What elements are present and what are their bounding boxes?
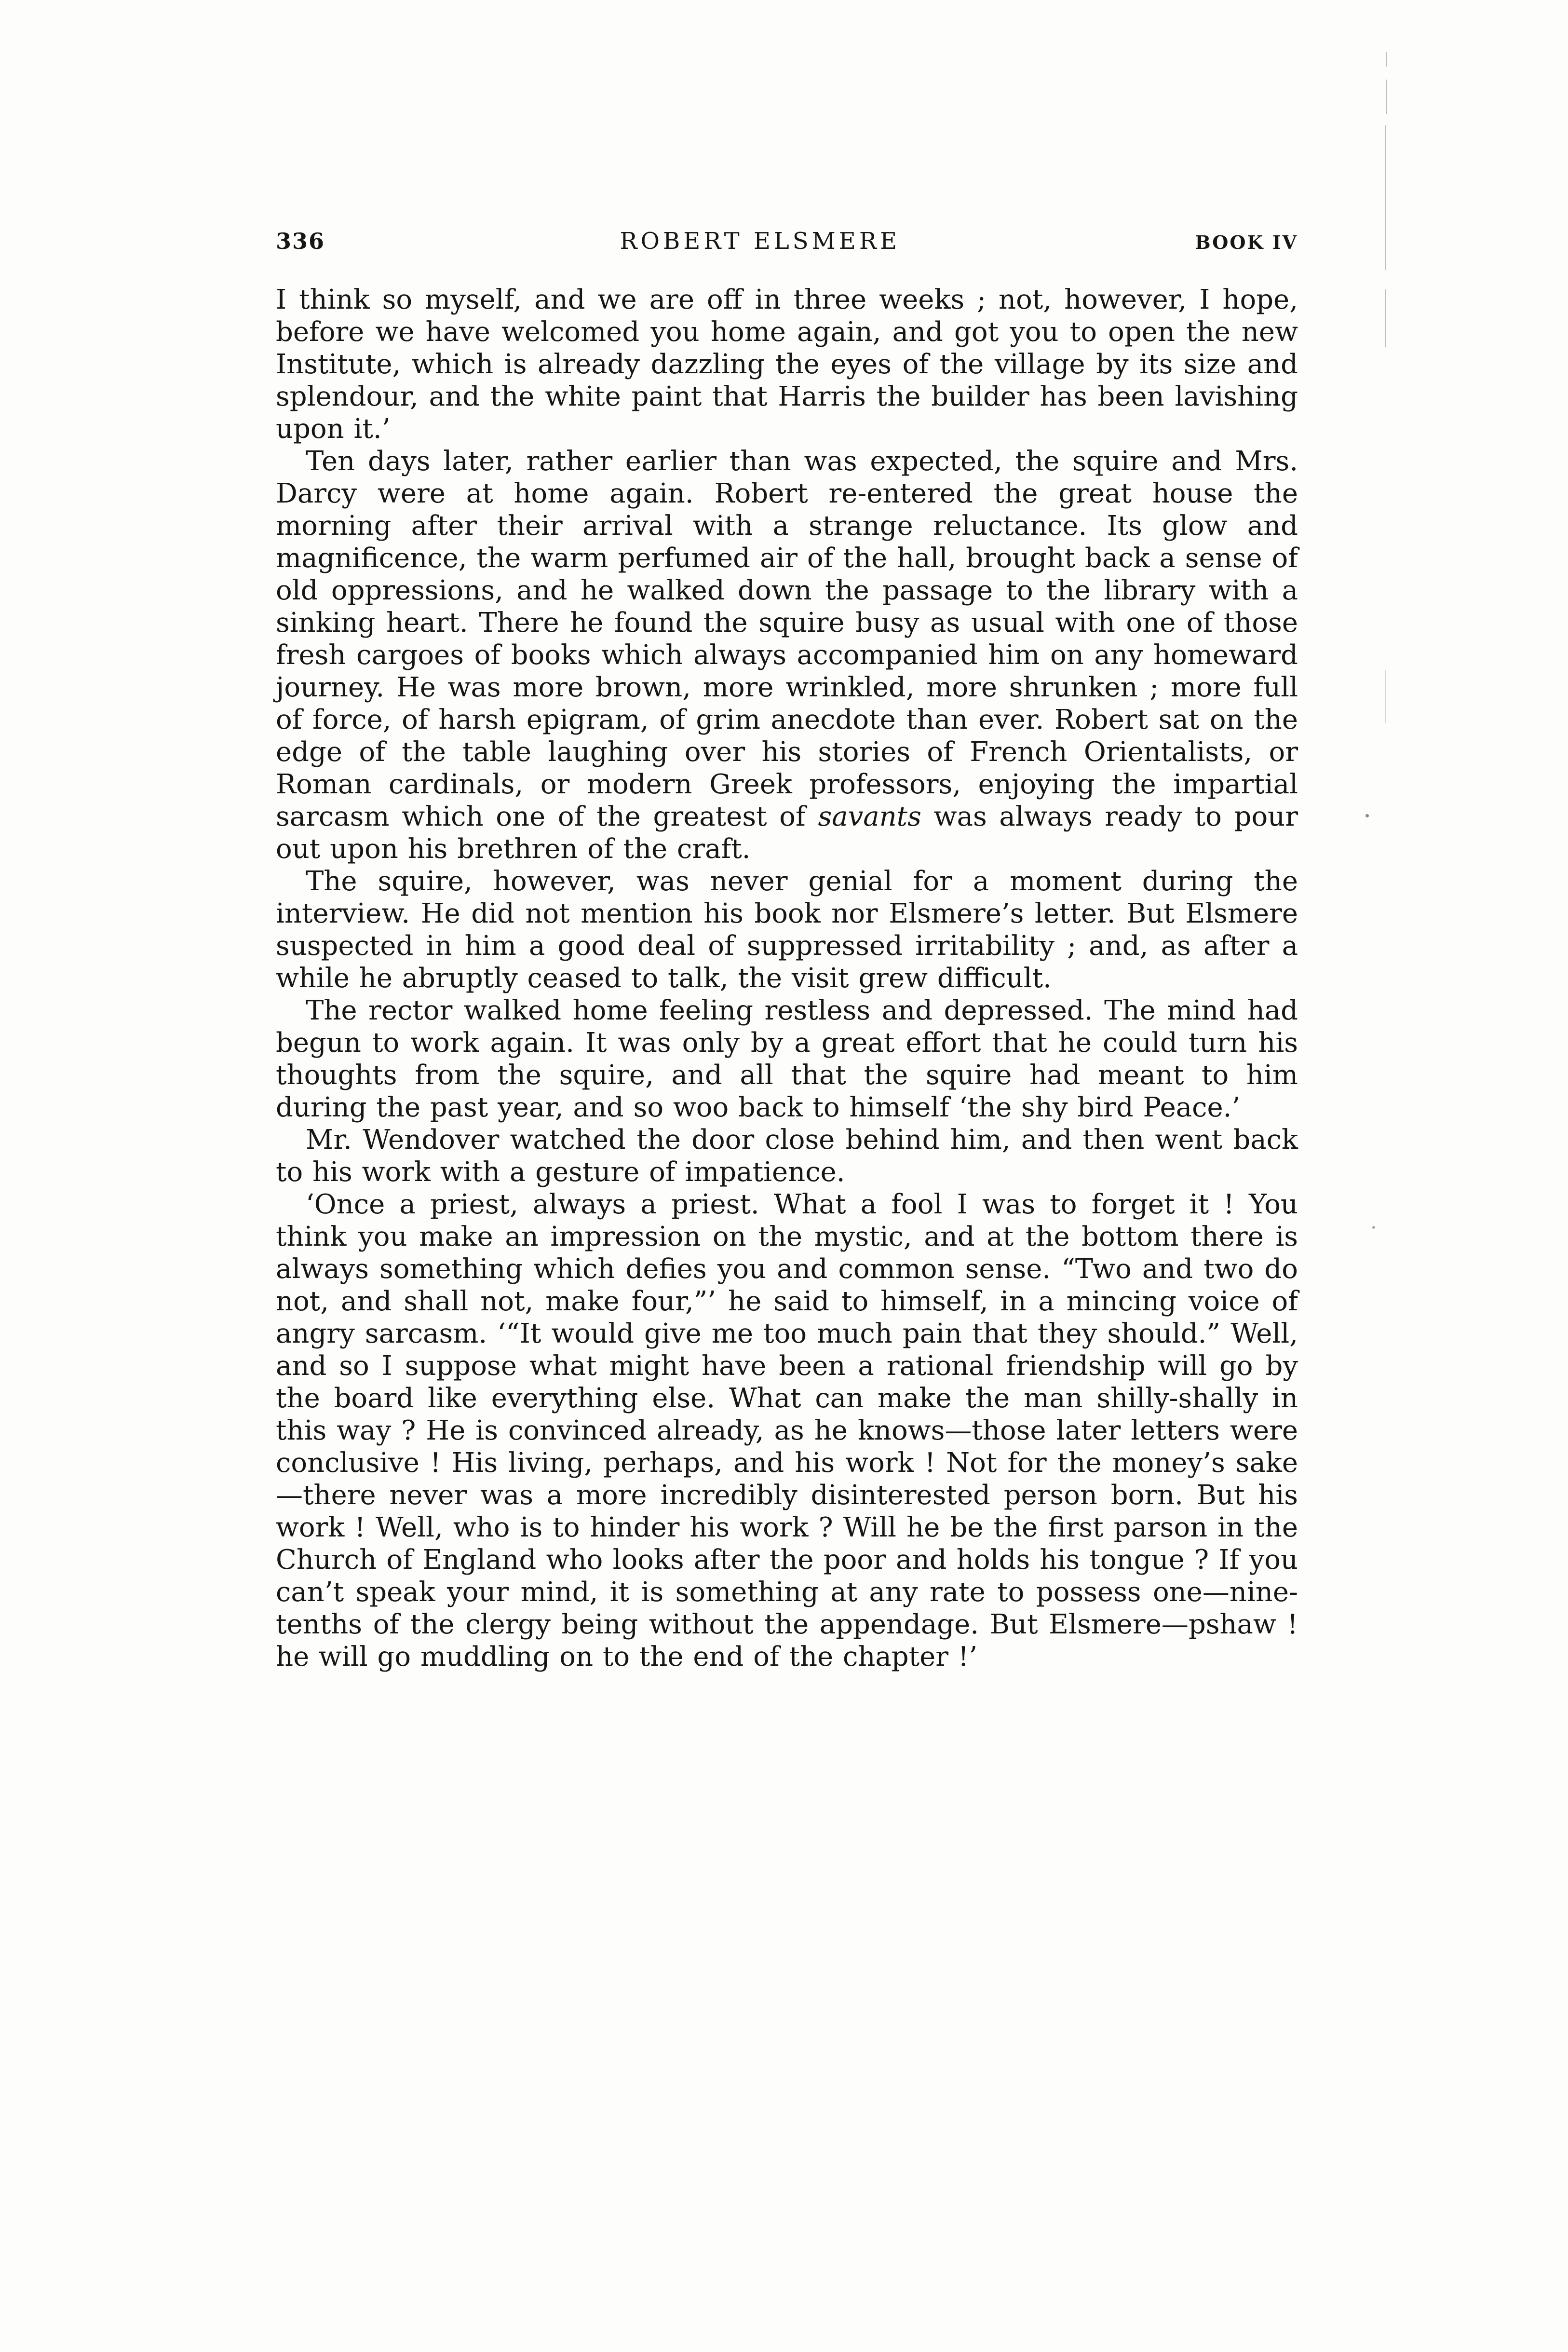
paragraph: I think so myself, and we are off in three weeks ; not, however, I hope, before we have welcomed you home again, and got you to open the new Institute, which is already dazzling the eyes of the village by its size and splendour, and the white paint that Harris the builder has been lavishing upon it.’	[276, 284, 1298, 445]
scan-artifact-line	[1386, 52, 1387, 67]
italic-word: savants	[818, 801, 921, 832]
page-text-block	[276, 284, 1298, 1673]
paragraph	[276, 445, 1298, 865]
scan-artifact-line	[1385, 289, 1386, 347]
paragraph: Mr. Wendover watched the door close behind him, and then went back to his work with a gesture of impatience.	[276, 1124, 1298, 1188]
paragraph: The squire, however, was never genial for a moment during the interview. He did not mention his book nor Elsmere’s letter. But Elsmere suspected in him a good deal of suppressed irritability ; and, as after a while he abruptly ceased to talk, the visit grew difficult.	[276, 866, 1298, 994]
page-number: 336	[276, 228, 325, 254]
book-section-label: BOOK IV	[1195, 231, 1298, 253]
scan-artifact-line	[1386, 80, 1387, 114]
scan-artifact-line	[1385, 670, 1386, 723]
paragraph: The rector walked home feeling restless and depressed. The mind had begun to work again. It was only by a great effort that he could turn his thoughts from the squire, and all that the squire had meant to him during the past year, and so woo back to himself ‘the shy bird Peace.’	[276, 995, 1298, 1123]
running-title: ROBERT ELSMERE	[620, 228, 901, 255]
scan-artifact-line	[1385, 125, 1386, 270]
paragraph: ‘Once a priest, always a priest. What a fool I was to forget it ! You think you make an impression on the mystic, and at the bottom there is always something which defies you and common sense. “Two and two do not, and shall not, make four,”’ he said to himself, in a mincing voice of angry sarcasm. ‘“It would give me too much pain that they should.” Well, and so I suppose what might have been a rational friendship will go by the board like everything else. What can make the man shilly-shally in this way ? He is convinced already, as he knows—those later letters were conclusive ! His living, perhaps, and his work ! Not for the money’s sake—there never was a more incredibly disinterested person born. But his work ! Well, who is to hinder his work ? Will he be the first parson in the Church of England who looks after the poor and holds his tongue ? If you can’t speak your mind, it is something at any rate to possess one—nine-tenths of the clergy being without the appendage. But Elsmere—pshaw ! he will go muddling on to the end of the chapter !’	[276, 1189, 1298, 1672]
paragraph-text: Ten days later, rather earlier than was expected, the squire and Mrs. Darcy were at home again. Robert re-entered the great house the morning after their arrival with a strange reluctance. Its glow and magnificence, the warm perfumed air of the hall, brought back a sense of old oppressions, and he walked down the passage to the library with a sinking heart. There he found the squire busy as usual with one of those fresh cargoes of books which always accompanied him on any homeward journey. He was more brown, more wrinkled, more shrunken ; more full of force, of harsh epigram, of grim anecdote than ever. Robert sat on the edge of the table laughing over his stories of French Orientalists, or Roman cardinals, or modern Greek professors, enjoying the impartial sarcasm which one of the greatest of	[276, 446, 1298, 832]
scan-artifact-dot	[1372, 1226, 1375, 1229]
scan-artifact-dot	[1365, 814, 1369, 817]
page-header	[276, 228, 1298, 255]
paragraph-text: was always ready to pour out upon his brethren of the craft.	[276, 801, 1298, 865]
